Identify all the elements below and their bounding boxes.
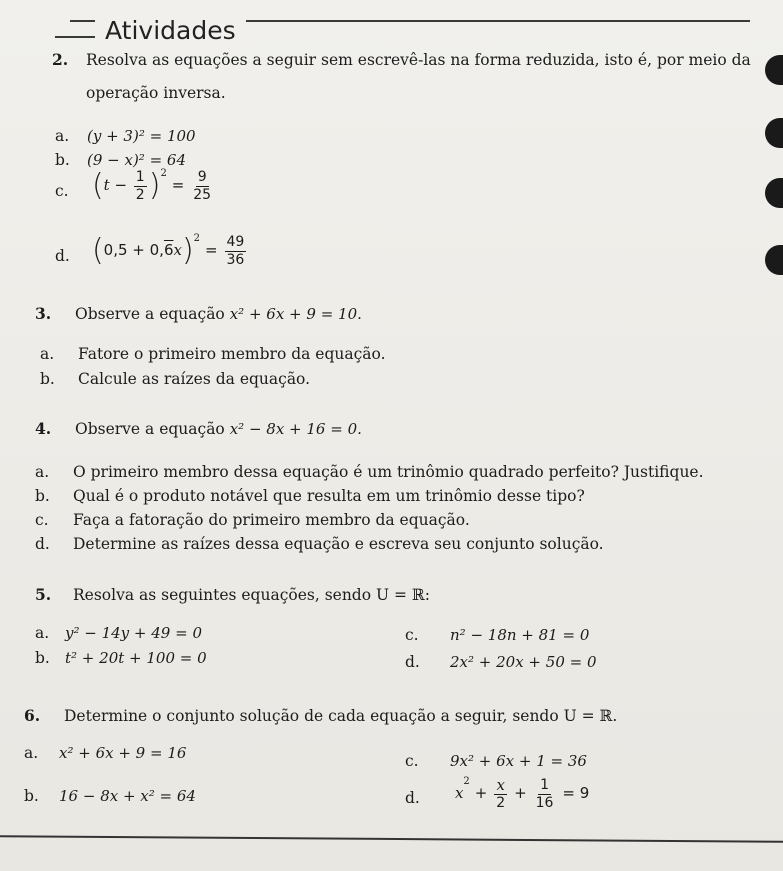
- q5-item-c: [405, 625, 589, 645]
- item-label: c.: [55, 181, 69, 200]
- question-number: 5.: [35, 585, 52, 604]
- equation: 9x² + 6x + 1 = 36: [450, 752, 587, 770]
- q5-item-d: [405, 652, 597, 672]
- equation: 16 − 8x + x² = 64: [59, 787, 196, 805]
- equation-term: x: [454, 784, 464, 802]
- question-number: 3.: [35, 304, 52, 323]
- q2-item-d: [55, 233, 248, 269]
- item-text: O primeiro membro dessa equação é um trinômio quadrado perfeito? Justifique.: [73, 463, 704, 481]
- fraction: [225, 234, 247, 269]
- q6-item-d: [405, 775, 590, 812]
- item-label: d.: [405, 788, 420, 807]
- item-label: b.: [40, 370, 55, 388]
- q5-item-a: [35, 623, 202, 643]
- fraction: [134, 169, 147, 204]
- equation-operator: =: [204, 241, 218, 259]
- q2-item-c: [55, 168, 215, 204]
- equation-operator: +: [474, 784, 488, 802]
- question-text: Observe a equação: [75, 305, 225, 323]
- q6-item-a: [24, 743, 186, 763]
- section-title: Atividades: [95, 9, 246, 53]
- question-5: [35, 585, 430, 605]
- equation: t² + 20t + 100 = 0: [65, 649, 207, 667]
- fraction-denominator: 2: [496, 794, 506, 811]
- equation-rhs: = 9: [562, 784, 590, 802]
- fraction-numerator: x: [496, 775, 505, 794]
- equation: x² + 6x + 9 = 16: [59, 744, 187, 762]
- fraction-numerator: 49: [226, 233, 245, 250]
- q4-item-c: [35, 510, 470, 530]
- exponent: 2: [193, 233, 201, 244]
- equation: (9 − x)² = 64: [87, 151, 187, 169]
- exponent: 2: [463, 776, 470, 787]
- fraction-numerator: 9: [197, 168, 207, 185]
- question-text: Determine o conjunto solução de cada equação a seguir, sendo U = ℝ.: [64, 707, 618, 725]
- question-number: 4.: [35, 419, 52, 438]
- q3-item-a: [40, 344, 386, 364]
- question-number: 6.: [24, 706, 41, 725]
- question-text: Resolva as seguintes equações, sendo U = ℝ:: [73, 586, 430, 604]
- fraction-numerator: 1: [135, 168, 145, 185]
- question-2-continuation: [86, 83, 226, 103]
- q5-item-b: [35, 648, 207, 668]
- item-text: Fatore o primeiro membro da equação.: [78, 345, 386, 363]
- equation: y² − 14y + 49 = 0: [65, 624, 202, 642]
- equation: (y + 3)² = 100: [87, 127, 196, 145]
- item-label: b.: [55, 151, 70, 169]
- equation: [455, 772, 589, 812]
- item-text: Qual é o produto notável que resulta em um trinômio desse tipo?: [73, 487, 585, 505]
- fraction-denominator: 2: [135, 186, 145, 203]
- equation-variable: t: [103, 176, 110, 194]
- fraction: [534, 777, 556, 812]
- equation: x² + 6x + 9 = 10.: [229, 305, 362, 323]
- item-label: a.: [40, 345, 55, 363]
- q4-item-a: [35, 462, 704, 482]
- item-text: Faça a fatoração do primeiro membro da equação.: [73, 511, 470, 529]
- item-label: c.: [405, 626, 419, 644]
- question-text: Resolva as equações a seguir sem escrevê-las na forma reduzida, isto é, por meio da: [86, 51, 751, 69]
- question-text: Observe a equação: [75, 420, 225, 438]
- equation: 2x² + 20x + 50 = 0: [450, 653, 597, 671]
- fraction: [191, 169, 213, 204]
- equation-operator: −: [109, 176, 132, 194]
- question-2: [52, 50, 762, 70]
- equation: (t − $\frac{1}{2}$ )$^2$ = $\frac{9}{25}$: [91, 168, 212, 203]
- question-number: 2.: [52, 50, 69, 69]
- item-label: b.: [24, 787, 39, 805]
- equation-variable: x: [173, 241, 182, 259]
- item-label: a.: [35, 463, 50, 481]
- fraction-numerator: 1: [540, 776, 549, 793]
- fraction: [494, 777, 507, 812]
- question-4: [35, 419, 362, 439]
- q3-item-b: [40, 369, 310, 389]
- fraction-denominator: 16: [535, 794, 554, 811]
- exponent: 2: [160, 168, 167, 179]
- q6-item-b: [24, 786, 196, 806]
- item-label: a.: [35, 624, 50, 642]
- equation-term: 0,5 + 0,: [103, 241, 164, 259]
- equation-operator: +: [514, 784, 527, 802]
- question-6: [24, 706, 617, 726]
- item-label: c.: [405, 752, 419, 770]
- item-text: Determine as raízes dessa equação e escreva seu conjunto solução.: [73, 535, 604, 553]
- item-label: c.: [35, 511, 49, 529]
- repeating-digit: 6: [163, 241, 174, 259]
- item-label: b.: [35, 487, 50, 505]
- question-3: [35, 304, 362, 324]
- equation: n² − 18n + 81 = 0: [450, 626, 590, 644]
- item-label: a.: [55, 127, 70, 145]
- q2-item-a: [55, 126, 196, 146]
- item-label: d.: [35, 535, 50, 553]
- q4-item-b: [35, 486, 585, 506]
- q4-item-d: [35, 534, 604, 554]
- equation: x² − 8x + 16 = 0.: [229, 420, 362, 438]
- fraction-denominator: 25: [193, 186, 212, 203]
- item-label: d.: [405, 653, 420, 671]
- item-label: b.: [35, 649, 50, 667]
- equation-operator: =: [171, 176, 185, 194]
- question-text: operação inversa.: [86, 84, 226, 102]
- item-label: a.: [24, 744, 39, 762]
- q6-item-c: [405, 751, 587, 771]
- fraction-denominator: 36: [226, 251, 245, 268]
- equation: $(0,5 + 0,6x)^2$ = $\frac{49}{36}$: [91, 233, 245, 268]
- item-text: Calcule as raízes da equação.: [78, 370, 311, 388]
- item-label: d.: [55, 246, 70, 265]
